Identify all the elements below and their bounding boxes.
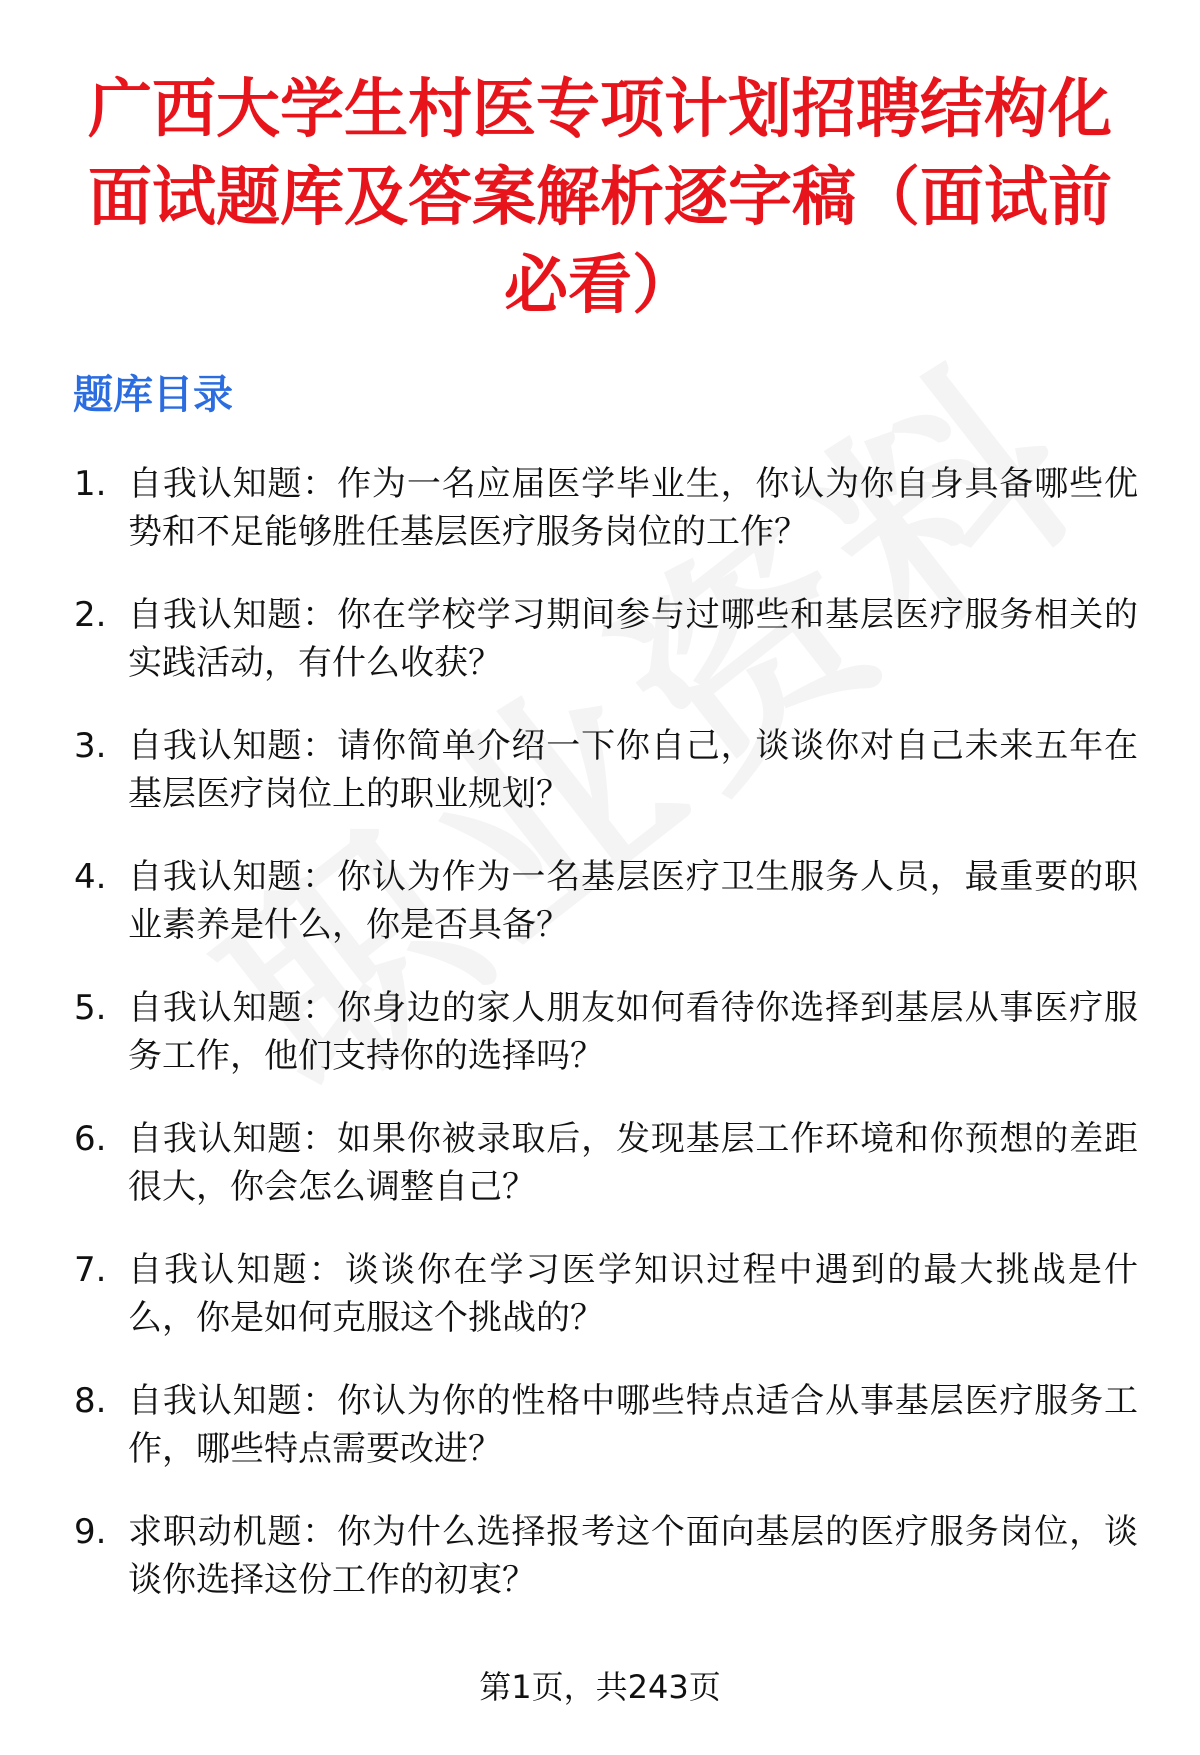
toc-item bbox=[0, 1246, 1200, 1377]
toc-item-text: 自我认知题：如果你被录取后，发现基层工作环境和你预想的差距很大，你会怎么调整自己？ bbox=[128, 1119, 1138, 1207]
toc-item bbox=[0, 460, 1200, 591]
toc-item-number: 8. bbox=[74, 1381, 107, 1421]
toc-heading: 题库目录 bbox=[73, 372, 233, 418]
document-title: 广西大学生村医专项计划招聘结构化面试题库及答案解析逐字稿（面试前必看） bbox=[88, 73, 1112, 323]
toc-list bbox=[0, 460, 1200, 1639]
toc-item-number: 9. bbox=[74, 1512, 107, 1552]
toc-item-number: 1. bbox=[74, 464, 107, 504]
toc-item-text: 求职动机题：你为什么选择报考这个面向基层的医疗服务岗位，谈谈你选择这份工作的初衷？ bbox=[128, 1512, 1138, 1600]
toc-item-number: 7. bbox=[74, 1250, 107, 1290]
toc-item-number: 6. bbox=[74, 1119, 107, 1159]
toc-item bbox=[0, 984, 1200, 1115]
toc-item bbox=[0, 853, 1200, 984]
toc-item bbox=[0, 722, 1200, 853]
toc-item bbox=[0, 1508, 1200, 1639]
toc-item-text: 自我认知题：请你简单介绍一下你自己，谈谈你对自己未来五年在基层医疗岗位上的职业规划？ bbox=[128, 726, 1138, 814]
toc-item-number: 4. bbox=[74, 857, 107, 897]
toc-item-text: 自我认知题：你认为你的性格中哪些特点适合从事基层医疗服务工作，哪些特点需要改进？ bbox=[128, 1381, 1138, 1469]
toc-item bbox=[0, 591, 1200, 722]
toc-item bbox=[0, 1115, 1200, 1246]
toc-item-number: 3. bbox=[74, 726, 107, 766]
toc-item-text: 自我认知题：谈谈你在学习医学知识过程中遇到的最大挑战是什么，你是如何克服这个挑战的？ bbox=[128, 1250, 1138, 1338]
toc-item bbox=[0, 1377, 1200, 1508]
page-footer: 第1页，共243页 bbox=[479, 1668, 721, 1706]
toc-item-text: 自我认知题：你在学校学习期间参与过哪些和基层医疗服务相关的实践活动，有什么收获？ bbox=[128, 595, 1138, 683]
toc-item-number: 2. bbox=[74, 595, 107, 635]
toc-item-text: 自我认知题：你认为作为一名基层医疗卫生服务人员，最重要的职业素养是什么，你是否具备？ bbox=[128, 857, 1138, 945]
toc-item-number: 5. bbox=[74, 988, 107, 1028]
toc-item-text: 自我认知题：你身边的家人朋友如何看待你选择到基层从事医疗服务工作，他们支持你的选择吗？ bbox=[128, 988, 1138, 1076]
toc-item-text: 自我认知题：作为一名应届医学毕业生，你认为你自身具备哪些优势和不足能够胜任基层医疗服务岗位的工作？ bbox=[128, 464, 1138, 552]
